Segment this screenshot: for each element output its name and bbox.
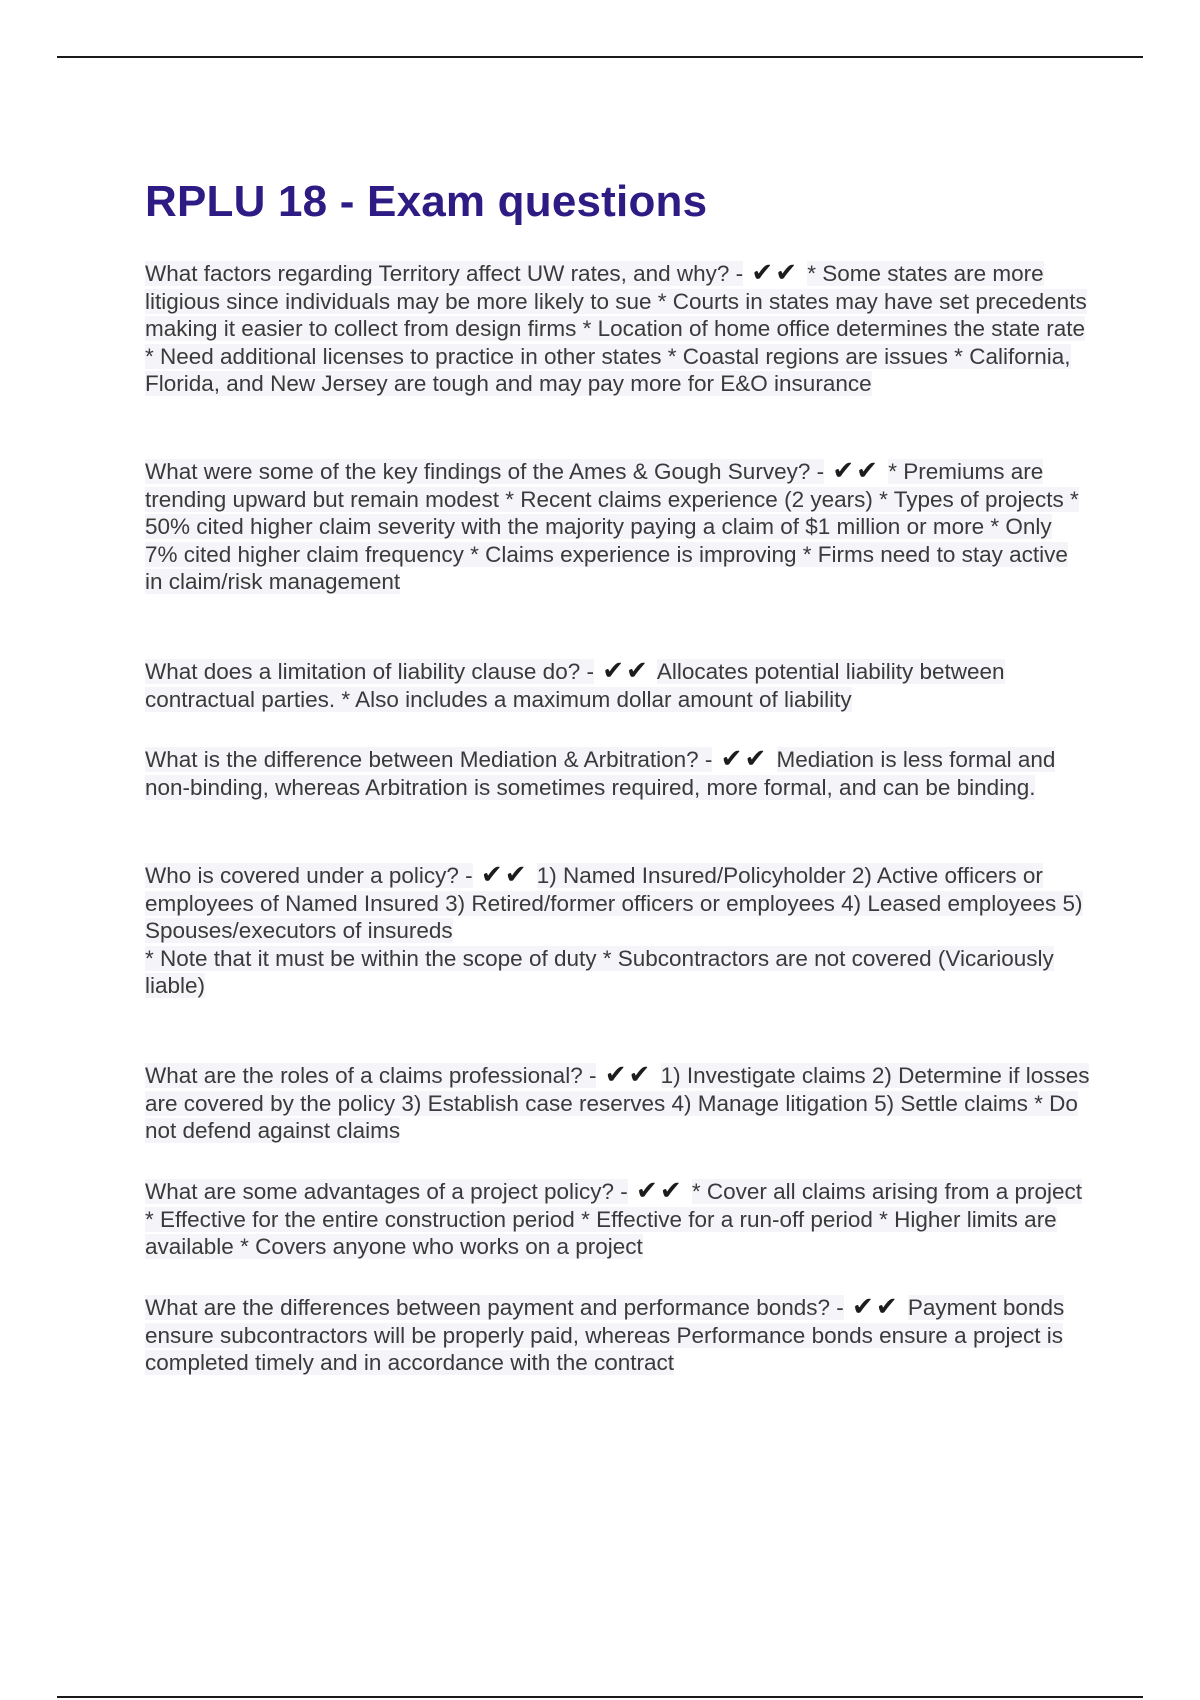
qa-item-project-policy: [145, 1178, 1090, 1261]
answer-text: Payment bonds ensure subcontractors will be properly paid, whereas Performance bonds ensure a project is completed timely and in accordance with the contract: [145, 1295, 1065, 1375]
question-text: What were some of the key findings of the Ames & Gough Survey? -: [145, 459, 825, 484]
double-check-icon: ✔✔: [604, 1060, 653, 1090]
answer-text: 1) Investigate claims 2) Determine if losses are covered by the policy 3) Establish case reserves 4) Manage litigation 5) Settle claims * Do not defend against claims: [145, 1063, 1090, 1143]
answer-text: * Premiums are trending upward but remain modest * Recent claims experience (2 years) * Types of projects * 50% cited higher claim severity with the majority paying a claim of $1 million or more * Only 7% cited higher claim frequency * Claims experience is improving * Firms need to stay active in claim/risk management: [145, 459, 1079, 594]
document-title: RPLU 18 - Exam questions: [145, 177, 708, 226]
double-check-icon: ✔✔: [636, 1176, 684, 1206]
qa-item-who-is-covered: [145, 862, 1090, 1000]
top-rule: [57, 56, 1143, 58]
question-text: Who is covered under a policy? -: [145, 863, 473, 888]
answer-text: 1) Named Insured/Policyholder 2) Active officers or employees of Named Insured 3) Retired/former officers or employees 4) Leased employees 5) Spouses/executors of insureds: [145, 863, 1083, 943]
double-check-icon: ✔✔: [832, 456, 880, 486]
answer-text: Mediation is less formal and non-binding, whereas Arbitration is sometimes required, more formal, and can be binding.: [145, 747, 1056, 800]
qa-item-claims-professional: [145, 1062, 1090, 1145]
qa-item-mediation-arbitration: [145, 746, 1090, 801]
qa-item-ames-gough-survey: [145, 458, 1090, 596]
question-text: What does a limitation of liability clause do? -: [145, 659, 594, 684]
double-check-icon: ✔✔: [852, 1292, 900, 1322]
question-text: What are the roles of a claims professional? -: [145, 1063, 597, 1088]
qa-item-territory: [145, 260, 1090, 398]
qa-item-payment-performance-bonds: [145, 1294, 1090, 1377]
question-text: What factors regarding Territory affect UW rates, and why? -: [145, 261, 744, 286]
answer-text: Allocates potential liability between contractual parties. * Also includes a maximum dollar amount of liability: [145, 659, 1005, 712]
question-text: What are the differences between payment and performance bonds? -: [145, 1295, 844, 1320]
double-check-icon: ✔✔: [602, 656, 650, 686]
double-check-icon: ✔✔: [480, 860, 529, 890]
double-check-icon: ✔✔: [751, 258, 799, 288]
question-text: What is the difference between Mediation & Arbitration? -: [145, 747, 713, 772]
answer-text: * Cover all claims arising from a project * Effective for the entire construction period * Effective for a run-off period * Higher limits are available * Covers anyone who works on a project: [145, 1179, 1082, 1259]
double-check-icon: ✔✔: [720, 744, 769, 774]
answer-note-text: * Note that it must be within the scope of duty * Subcontractors are not covered (Vicariously liable): [145, 945, 1054, 998]
answer-text: * Some states are more litigious since individuals may be more likely to sue * Courts in states may have set precedents making it easier to collect from design firms * Location of home office determines the state rate * Need additional licenses to practice in other states * Coastal regions are issues * California, Florida, and New Jersey are tough and may pay more for E&O insurance: [145, 261, 1087, 396]
question-text: What are some advantages of a project policy? -: [145, 1179, 628, 1204]
qa-item-limitation-of-liability: [145, 658, 1090, 713]
bottom-rule: [57, 1696, 1143, 1698]
